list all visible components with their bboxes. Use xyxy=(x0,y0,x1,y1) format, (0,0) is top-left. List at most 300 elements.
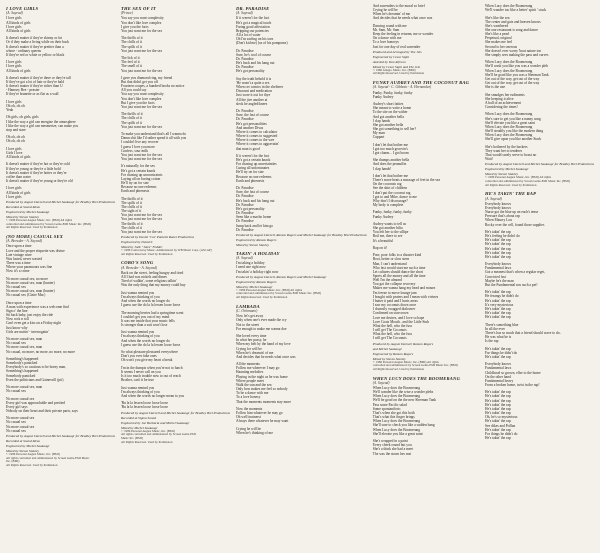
lyric-line: Everybody knows xyxy=(485,201,512,206)
lyric-column-5 xyxy=(485,4,594,549)
lyric-line: I love girls xyxy=(6,64,22,69)
song-credit: Recorded at Sigma Sound xyxy=(120,415,156,420)
lyric-line: No casual sex xyxy=(6,420,26,425)
lyric-line: Get out of the way, get out of the way xyxy=(485,81,540,86)
song-title: LAMBADA xyxy=(235,303,260,309)
song-writer: (A. Sayead) xyxy=(485,196,502,201)
lyric-line: I'm always thinking of you xyxy=(120,294,160,299)
lyric-line: The spills of it xyxy=(120,44,142,49)
lyric-line: Seen like a macho home xyxy=(235,215,272,220)
lyric-line: The chills of it xyxy=(120,204,143,209)
song-credit: Mixed by Michel Saakaugr xyxy=(235,284,273,289)
song-credit: and Michel Saakaugr xyxy=(372,346,402,351)
lyric-line: Something's happened xyxy=(6,356,39,361)
lyric-line: I'm taking a holiday xyxy=(235,261,265,266)
lyric-line: Sure, the fast of course xyxy=(235,113,270,118)
lyric-line: I don't let that bother me xyxy=(372,173,408,178)
lyric-line: We'll be good on the the new Sherman Tank xyxy=(372,398,437,403)
lyric-line: I got charm... I got boom xyxy=(372,150,409,155)
lyric-line: I'm in the dumpts when you're not to lunch xyxy=(120,365,183,370)
lyric-line: He's takin' the rap xyxy=(485,406,511,411)
lyric-line: Dr. Paradise xyxy=(235,194,254,199)
lyric-line: Dancing round with me xyxy=(372,23,407,28)
lyric-line: - Hamsey Bee - peaster xyxy=(6,88,40,93)
copyright-line: All Rights Reserved. Used by Permission xyxy=(372,71,425,76)
lyric-line: She's like the sea xyxy=(485,15,510,20)
lyric-line: You just want me for the sex xyxy=(120,68,163,73)
lyric-line: Just wanna remind you xyxy=(120,290,155,295)
lyric-line: You say you want complexity xyxy=(120,16,164,21)
lyric-line: When he's dreamin' of me xyxy=(235,350,274,355)
lyric-line: Because no one redeems xyxy=(235,174,272,179)
lyric-line: Fundamental heavy xyxy=(485,378,514,383)
lyric-line: When he's thinking of me xyxy=(235,430,273,435)
lyric-line: She'll be good like you was a Sherman Tank xyxy=(485,72,549,77)
lyric-line: He's takin' the rap xyxy=(485,229,511,234)
lyric-line: What the hell, who the fuss xyxy=(372,323,413,328)
lyric-line: You just want me for the sex xyxy=(120,217,163,222)
lyric-line: For things he didn't do xyxy=(485,431,518,436)
lyric-line: She thumps another bella xyxy=(372,158,410,163)
lyric-line: She'll elevate you like a great saint xyxy=(485,120,535,125)
lyric-line: Was lasted, never wasted xyxy=(6,256,43,261)
lyric-line: No casual sex xyxy=(6,284,26,289)
lyric-line: Every cheek round but you xyxy=(372,443,412,448)
lyric-line: If they're young or they're a little bold xyxy=(6,166,61,171)
lyric-line: It doesn't matter if they're hotter or they're xyxy=(6,170,67,175)
lyric-line: Some spontaniforic xyxy=(372,406,401,411)
lyric-line: The thrills of it xyxy=(120,221,143,226)
lyric-line: We'll wander too like a better' spirit ' stuck xyxy=(485,8,547,13)
lyric-line: The feel of it xyxy=(120,60,140,65)
lyric-line: You don't like love complex xyxy=(120,96,162,101)
lyric-line: I'm always thinking of you xyxy=(120,334,160,339)
lyric-line: The thrills of it xyxy=(120,36,143,41)
lyric-line: It doesn't matter if they're prettier than a xyxy=(6,44,64,49)
lyric-line: If they're red or white or yellow or black xyxy=(6,52,65,57)
lyric-line: You just want me for the sex xyxy=(120,157,163,162)
lyric-line: I saw my coconuts down once xyxy=(372,303,417,308)
lyric-line: My body is complete xyxy=(372,203,404,208)
lyric-line: Where it comes to suggested xyxy=(235,134,278,139)
lyric-line: Can't even get a kiss on a Friday night xyxy=(6,321,61,326)
lyric-line: Funky, funky, funky, funky xyxy=(372,210,412,215)
lyric-line: He's got a certain knack xyxy=(235,158,271,162)
lyric-line: Man, I can't understand xyxy=(372,261,407,266)
lyric-line: He's takin' the rap xyxy=(485,250,511,255)
lyric-line: She's a think she had a meet xyxy=(372,447,414,452)
lyric-line: Poor, poor folks to a disaster kind xyxy=(372,253,422,258)
lyric-line: No casual sex xyxy=(6,389,26,394)
lyric-line: That's what this finger brings xyxy=(372,415,415,420)
lyric-line: When Lucy does the Boomerang xyxy=(485,60,533,65)
lyric-line: He's back and his hang out xyxy=(235,61,275,66)
copyright-line: controlled and administered by Screen Gems-EMI Music Inc. (BMI) xyxy=(372,363,458,368)
song-writer: (A. Sayead - C. Gibboto - A. Hernandez) xyxy=(372,85,432,90)
lyric-line: Makes me wanna hang my head and mourn xyxy=(372,286,436,291)
lyric-line: When Lucy does the Boomerang xyxy=(372,394,421,399)
lyric-line: He's takin' the rap xyxy=(485,298,511,303)
lyric-line: Brother, can't it be true xyxy=(120,378,154,383)
lyric-line: sleck he angled/knees xyxy=(235,101,268,106)
lyric-line: She's weathered xyxy=(485,23,509,28)
lyric-line: All kinds of girls xyxy=(6,155,31,160)
lyric-line: When Lucy does the Boomerang xyxy=(485,133,533,138)
lyric-line: The center and guts and heaven knows xyxy=(485,19,541,24)
lyric-line: He's got a magical touch xyxy=(235,20,272,25)
lyric-line: Perpetual, original xyxy=(485,36,512,41)
lyric-line: I butter it paid and I hurts areas xyxy=(372,298,418,303)
lyric-line: The thrills of it xyxy=(120,112,143,117)
lyric-line: She meant to write a home xyxy=(372,106,412,111)
lyric-line: If it weren't for the fact xyxy=(235,153,270,158)
lyric-line: Boil me, there to see xyxy=(372,234,403,239)
lyric-line: He's takin' the rap xyxy=(485,306,511,311)
lyric-column-2 xyxy=(121,4,230,549)
lyric-line: Bripping our potencies xyxy=(235,28,269,33)
copyright-line: © 1986 Personal August Music, Inc. (BMI) All rights xyxy=(372,359,439,364)
song-block xyxy=(236,6,367,247)
lyric-line: I gave you diamond ring, my friend xyxy=(120,75,173,80)
song-title: THE SEX OF IT xyxy=(120,6,157,11)
lyric-line: I love girls xyxy=(6,16,22,21)
song-credit: Produced by August Darnell, Ramon Rogers xyxy=(372,341,434,346)
lyric-line: We'll wander like the wise a wonder plebs xyxy=(372,390,434,395)
copyright-line: All Rights Reserved. Used by Permission xyxy=(6,225,58,230)
lyric-line: Only when one's ever made the cry xyxy=(235,318,287,323)
lyric-line: that man is good xyxy=(235,146,260,151)
lyric-line: No casual sex (Claire Mac) xyxy=(6,293,46,298)
lyric-line: You just want me for the sex xyxy=(120,28,163,33)
copyright-line: controlled and administered by Screen Gems-EMI Music Inc. (BMI) xyxy=(485,178,570,183)
lyric-line: And another Divas xyxy=(235,125,264,130)
lyric-line: Sports all the money and all the time xyxy=(372,274,426,278)
lyric-line: All kinds of girls xyxy=(6,68,31,73)
lyric-line: I clap hands! xyxy=(372,166,392,171)
lyric-line: You don't like love complex xyxy=(120,20,162,25)
lyric-line: 'Bu la la lessen loose loose loose xyxy=(120,401,168,406)
song-title: FUNKY AUDREY AND THE COCONUT RAG xyxy=(372,80,470,86)
lyric-line: Everybody knows xyxy=(485,362,512,367)
lyric-line: Or if they make a living while on their back xyxy=(6,40,69,45)
lyric-line: Everybody knows xyxy=(485,262,512,267)
lyric-line: It doesn't matter if they're hot or they're cold xyxy=(6,162,70,167)
lyric-line: On the other hand xyxy=(485,374,511,379)
lyric-line: Earth and phrenesis xyxy=(235,178,265,183)
lyric-line: Funky Audrey xyxy=(372,94,394,99)
lyric-line: Once upon a time xyxy=(6,300,32,305)
lyric-line: To make you understand that's all I wanna do xyxy=(120,132,187,137)
song-writer: (A. Sayead) xyxy=(6,11,23,16)
song-title: TAKIN' A HOLIDAY xyxy=(235,250,280,256)
lyric-line: Everybody's so cautious to be horny man, xyxy=(6,365,67,370)
lyric-line: No casual sex xyxy=(6,428,26,433)
lyric-line: Who fast would start me such a time xyxy=(372,265,426,270)
lyric-line: Dr. Paradise xyxy=(235,109,254,114)
lyric-line: Maybe he's the man xyxy=(485,278,514,283)
lyric-line: If it weren't for the fact xyxy=(235,16,270,21)
lyric-line: Once upon a time xyxy=(6,244,32,249)
song-credit: Recorded at Sound Ideas xyxy=(6,204,40,209)
lyric-line: Oh well inuinerst xyxy=(235,415,261,420)
lyric-line: I don't let that bother me xyxy=(372,142,408,147)
copyright-line: controlled and administered by Screen Gems-EMI Music Inc. (BMI) xyxy=(235,291,321,296)
lyric-line: On the coconuts rag xyxy=(372,182,402,187)
lyric-line: Funky, Funky, funky, funky xyxy=(372,90,413,95)
lyric-line: Get out of the way, get out of the way xyxy=(485,76,540,81)
song-credit: Produced by August Darnell and Michel Saakaugr for Bradley Brel Productions xyxy=(6,433,115,438)
lyric-line: Dr. Paradise xyxy=(235,57,254,61)
lyric-line: Oh, he's so mysterious xyxy=(485,415,518,420)
lyric-line: He'll try on for size xyxy=(120,181,149,185)
lyric-line: I need one right now xyxy=(235,265,266,270)
lyric-line: Not to the street xyxy=(235,322,260,327)
lyric-line: You just want me for the sex xyxy=(120,229,163,234)
lyric-line: He's takin' the rap xyxy=(485,398,511,403)
lyric-line: Haunting melodies xyxy=(235,370,264,375)
lyric-line: She's wrapped in a paint xyxy=(372,439,408,444)
lyric-line: Just wore it out for thye xyxy=(235,93,271,98)
lyric-line: Far things he didn't do xyxy=(485,350,518,355)
lyric-line: Follow him whatever he may go xyxy=(235,411,283,416)
lyric-line: There's more beats a massage of feet in the sea xyxy=(372,178,440,183)
lyric-line: When Lucy does the Boomerang xyxy=(485,112,533,117)
lyric-line: I'm takin' a holiday right now xyxy=(235,269,279,274)
lyric-line: And when the words no longer do xyxy=(120,338,170,343)
lyric-line: Love Coats Mouth.. and the Little Stub xyxy=(372,319,430,324)
lyric-line: Nobody on their heart and their private parts, says xyxy=(6,408,78,413)
lyric-line: Cuppart xyxy=(372,135,385,140)
song-block xyxy=(485,4,594,187)
lyric-line: He's takin' the rap xyxy=(485,254,511,259)
lyric-line: I'm freeze to move lounge jam xyxy=(372,290,417,295)
lyric-line: See dikes and Prillan xyxy=(485,423,516,428)
lyric-line: They want her to tenderer xyxy=(485,148,523,153)
lyric-line: He's takin' the rap xyxy=(485,315,511,320)
lyric-line: Convicted fast xyxy=(485,274,506,279)
song-credit: Mixed by Cesar Sight and The Jets xyxy=(372,64,420,69)
lyric-line: He'll try on for size xyxy=(235,170,264,175)
lyric-line: Girls I love xyxy=(6,150,23,155)
lyric-line: The spills of it xyxy=(120,120,142,125)
song-title: COBO'S SONG xyxy=(120,260,154,266)
lyric-line: No more casual sex, man xyxy=(6,385,43,390)
song-credit: Mixed by Julie "Jules" Fodder xyxy=(120,245,163,250)
lyric-line: She loved every time xyxy=(235,334,267,339)
lyric-line: I got to and Mike, dance to me xyxy=(372,194,417,199)
lyric-line: It doesn't matter if they're young or they're old xyxy=(6,179,73,184)
lyric-line: The sight of it xyxy=(120,209,142,214)
lyric-line: Audrey's short fatties xyxy=(372,102,404,107)
lyric-line: She makes me feel xyxy=(485,40,513,45)
copyright-line: © 1986 Personal August Music, Inc. (BMI) All rights xyxy=(485,175,552,180)
lyric-line: Everybody knows xyxy=(485,205,512,210)
lyric-line: When Lucy does the Boomerang xyxy=(485,4,533,8)
lyric-line: Girls are nuttin' - interrogatin' xyxy=(6,329,49,334)
song-credit: Engineered by Ramon Rogers xyxy=(235,237,277,242)
song-credit: Produced by August Darnell, Ramon Rogers and Michel Saakaugr xyxy=(235,274,327,279)
lyric-line: Oh oh, oh oh xyxy=(6,103,25,108)
lyric-line: Just for one day of real surrender xyxy=(372,44,421,49)
copyright-line: © 1986 Personal August Music, Inc. (BMI) xyxy=(120,428,175,433)
lyric-line: He's got a certain knack xyxy=(120,168,156,173)
lyric-line: All kinds of girls xyxy=(6,190,31,195)
lyric-line: She'll steadily you like the modern thing xyxy=(485,128,544,133)
lyric-line: I'm always thinking of you xyxy=(120,389,160,394)
lyric-line: I clumsily swagged dialouver xyxy=(372,307,416,312)
song-writer: (A. Sayead) xyxy=(372,380,390,385)
lyric-line: I guess use the do la la lessen loose loose xyxy=(120,303,181,308)
lyric-line: Discount and medication xyxy=(235,89,272,94)
lyric-line: Why don't I discourage? xyxy=(372,198,408,203)
lyric-line: No more casual sex, man xyxy=(6,345,43,350)
lyric-line: Just know why xyxy=(6,325,28,330)
lyric-line: Dr. Paradise xyxy=(235,186,254,191)
lyric-line: Well I'm the almond xyxy=(372,278,402,283)
lyric-line: All the jive another at xyxy=(235,97,268,102)
lyric-line: He's back and his hang out xyxy=(235,198,275,203)
lyric-line: If they've got a lot of hair or they're bald xyxy=(6,80,65,84)
lyric-line: I will get The Coconuts xyxy=(372,336,407,341)
lyric-line: When he's dreamin' of me xyxy=(372,12,411,17)
lyric-line: A ball of an achievement xyxy=(485,100,521,105)
lyric-line: Second to her onerous xyxy=(485,44,518,49)
song-title: I LOVE GIRLS xyxy=(6,6,39,11)
lyric-line: Somebody's panicked xyxy=(6,361,38,366)
lyric-line: She one restaurant is song and dance xyxy=(485,27,538,32)
lyric-line: See the shirt of children xyxy=(372,186,408,191)
song-writer: (A. Sayead) xyxy=(235,256,253,261)
lyric-line: Curing all unfortunates xyxy=(235,166,270,171)
song-credit: Produced by August Darnell and Michel Saakaugr for Bradley Brel Productions xyxy=(120,410,230,415)
lyric-line: Dr. Paradise xyxy=(235,227,254,232)
lyric-line: The was the storm hes reat xyxy=(372,451,412,456)
lyric-line: Just wanna remind you xyxy=(120,385,155,390)
lyric-line: When my belt by the hand of my love xyxy=(235,342,291,347)
lyric-line: Follow me wherever I may go xyxy=(235,366,280,371)
lyric-line: I couldn't get you out of my mind xyxy=(120,314,170,319)
lyric-line: You left her to the sillipe xyxy=(372,230,409,235)
copyright-line: All Rights Reserved. Used by Permission xyxy=(235,295,288,300)
lyric-line: I like the way a girl can mesmerize, can make you xyxy=(6,123,79,128)
lyric-line: To a love honesy xyxy=(235,395,261,400)
lyric-column-3 xyxy=(236,4,367,549)
song-writer: (Prince) xyxy=(120,11,133,16)
lyric-line: And got another bella xyxy=(372,114,404,119)
lyric-line: Now rock n roll xyxy=(6,317,29,322)
song-writer: (A. Browder - A. Sayead) xyxy=(6,239,43,244)
lyric-line: You say you want complexity xyxy=(120,92,164,97)
song-title: (NO MORE) CASUAL SEX xyxy=(6,233,64,239)
lyric-line: Playing in the night as he was home xyxy=(235,374,288,379)
lyric-line: Back on the street, feeling hungry and tired xyxy=(120,270,184,275)
lyric-line: Is stronger than a suit won't lose xyxy=(120,322,168,327)
song-credit: Produced by Daniel 'Coe' Paulette Ranet Productions xyxy=(120,235,195,240)
lyric-line: Confess, sour milk xyxy=(120,148,149,153)
lyric-line: Yeah xyxy=(6,108,14,113)
lyric-line: For chasing up unconstraints xyxy=(120,172,163,177)
lyric-line: Fourteen coupes, a hundred books no notice xyxy=(120,84,185,89)
lyric-line: No more casual sex, man (hunter) xyxy=(6,280,55,285)
lyric-line: Always there whatever he may want xyxy=(235,419,289,424)
song-credit: Recorded at Sound Ideas xyxy=(6,438,40,443)
lyric-line: And decides that he needs what once was xyxy=(235,354,296,359)
lyric-line: He's takin' the rap xyxy=(485,411,511,416)
lyric-column-4 xyxy=(373,4,479,549)
lyric-line: No more casual sex xyxy=(6,396,35,401)
song-title: HE'S TAKIN' THE RAP xyxy=(485,191,537,197)
lyric-line: Pressure that's about rap xyxy=(485,214,520,219)
lyric-line: I bought with praters and I mean with vivines xyxy=(372,294,439,299)
song-block xyxy=(373,4,479,76)
lyric-line: Oh oh, oh oh xyxy=(6,135,25,140)
lyric-line: Fundamental laws xyxy=(485,366,512,371)
lyric-line: But the Fundamental nos such a pet! xyxy=(485,282,538,287)
lyric-line: Rocky over the cell, found those supplies xyxy=(485,222,545,227)
lyric-line: No more casual sex, man xyxy=(6,337,43,342)
lyric-line: Nurse got the blue up on each's tense xyxy=(485,210,539,215)
song-title: WHEN LUCY DOES THE BOOMERANG xyxy=(372,375,461,381)
lyric-line: 'He wasn't a quite a sex xyxy=(235,80,270,85)
copyright-line: All Rights Reserved. Used by Permission xyxy=(120,251,173,256)
lyric-line: You just want me for the sex xyxy=(120,104,163,109)
lyric-line: Where people meet xyxy=(235,378,264,383)
lyric-line: Oh won't you give my heart a break xyxy=(120,358,173,363)
lyric-line: I guess I love you more xyxy=(120,144,155,149)
song-credit: Engineered by Ramon Rogers xyxy=(372,351,414,356)
lyric-line: I clap hands xyxy=(372,118,391,123)
lyric-line: No casual, no more, no more, no more, no more xyxy=(6,349,75,354)
lyric-line: I couldn't live any recover xyxy=(120,140,159,145)
lyric-line: Now let's get away xyxy=(235,314,264,319)
lyric-line: Let cultures should dance the short xyxy=(372,269,423,274)
lyric-line: Oh I'm surfing on his torn xyxy=(235,37,274,42)
lyric-line: Now the moments xyxy=(235,406,263,411)
lyric-line: And decides that he needs what once was xyxy=(372,16,433,21)
lyric-line: Late vintage wine xyxy=(6,252,32,257)
lyric-line: But that didn't get you off xyxy=(120,80,158,84)
copyright-line: Music Inc. (BMI) xyxy=(120,435,143,440)
lyric-line: Dr. Paradise xyxy=(235,48,254,53)
lyric-line: She got another bilia xyxy=(372,226,403,231)
lyric-line: stop and stare xyxy=(6,127,26,132)
lyric-line: She'll sure to check you like a sudden hang xyxy=(372,423,435,428)
lyric-line: Crying he will be xyxy=(372,8,398,13)
lyric-line: I love girls xyxy=(6,194,22,199)
song-credit: Produced by August Darnell and Michel Saakaugr for Bradley Brel Productions xyxy=(6,199,115,204)
lyric-line: When Lucy does the Boomerang xyxy=(485,124,533,129)
lyric-line: Dr. Paradise xyxy=(235,211,254,216)
song-writer: (A. Browder - A. Sayead) xyxy=(120,265,158,270)
lyric-line: When Maurry Lou xyxy=(485,218,512,223)
song-credit: Produced and Arranged by The Jets xyxy=(372,49,422,54)
lyric-line: Even the politicians and Gainesvill (pit) xyxy=(6,377,64,382)
lyric-line: The chills of it xyxy=(120,116,143,121)
song-credit: Engineered by David Z xyxy=(120,240,153,245)
lyric-line: He's takin' the rap xyxy=(485,419,511,424)
lyric-line: (Don't kid me) (us of his pompoms) xyxy=(235,41,288,46)
lyric-line: All you could say xyxy=(120,88,147,93)
song-credit: Mixed by Steven Stanley xyxy=(235,242,270,247)
lyric-line: He's takin' the rap xyxy=(485,311,511,316)
lyric-line: You just want me for the sex xyxy=(120,213,163,218)
lyric-line: I will get The Coconuts xyxy=(372,328,407,333)
lyric-line: When cer comics in the shelterer xyxy=(235,85,284,90)
song-block xyxy=(236,251,367,300)
lyric-line: All kinds of girls xyxy=(6,28,31,33)
lyric-line: He's takin' the rap xyxy=(485,242,511,247)
lyric-line: Sit back baby, just enjoy the ride xyxy=(6,313,53,318)
